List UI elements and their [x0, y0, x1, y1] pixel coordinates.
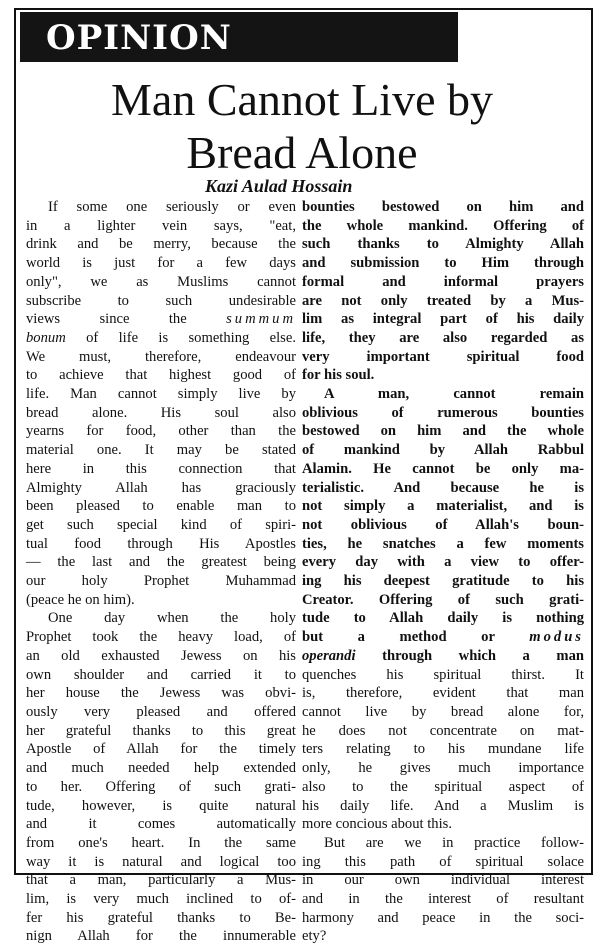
- article-line: for his soul.: [302, 367, 375, 384]
- article-line: operandi through which a man: [302, 647, 584, 664]
- article-line: nign Allah for the innumerable: [26, 928, 296, 945]
- article-line: terialistic. And because he is: [302, 479, 584, 496]
- article-line: Creator. Offering of such grati-: [302, 591, 584, 608]
- headline-line-2: Bread Alone: [186, 127, 418, 178]
- article-line: in our own individual interest: [302, 872, 584, 889]
- article-line: her house the Jewess was obvi-: [26, 685, 296, 702]
- article-line: — the last and the greatest being: [26, 554, 296, 571]
- article-line: tude to Allah daily is nothing: [302, 610, 584, 627]
- article-line: life. Man cannot simply live by: [26, 386, 296, 403]
- article-line: such thanks to Almighty Allah: [302, 236, 584, 253]
- article-line: (peace he on him).: [26, 591, 135, 608]
- article-line: ing his deepest gratitude to his: [302, 573, 584, 590]
- article-line: to achieve that highest good of: [26, 367, 296, 384]
- article-line: in a lighter vein says, "eat,: [26, 217, 296, 234]
- article-line: ously very pleased and offered: [26, 703, 296, 720]
- article-line: lim, is very much inclined to of-: [26, 891, 296, 908]
- article-line: are not only treated by a Mus-: [302, 292, 584, 309]
- article-line: harmony and peace in the soci-: [302, 909, 584, 926]
- article-line: get such special kind of spiri-: [26, 516, 296, 533]
- article-line: to her. Offering of such grati-: [26, 778, 296, 795]
- article-line: more concious about this.: [302, 816, 452, 833]
- article-line: also to the spiritual aspect of: [302, 778, 584, 795]
- article-line: fer his grateful thanks to Be-: [26, 909, 296, 926]
- article-line: We must, therefore, endeavour: [26, 348, 296, 365]
- article-line: world is just for a few days: [26, 255, 296, 272]
- article-line: bread alone. His soul also: [26, 404, 296, 421]
- article-line: bonum of life is something else.: [26, 329, 296, 346]
- article-line: yearns for food, other than the: [26, 423, 296, 440]
- article-line: formal and informal prayers: [302, 273, 584, 290]
- article-line: Prophet took the heavy load, of: [26, 629, 296, 646]
- article-line: bounties bestowed on him and: [302, 199, 584, 215]
- headline-line-1: Man Cannot Live by: [111, 74, 493, 125]
- article-line: from one's heart. In the same: [26, 834, 296, 851]
- article-line: our holy Prophet Muhammad: [26, 573, 296, 590]
- article-line: Almighty Allah has graciously: [26, 479, 296, 496]
- article-line: here in this connection that: [26, 460, 296, 477]
- article-line: life, they are also regarded as: [302, 329, 584, 346]
- article-line: ters relating to his mundane life: [302, 741, 584, 758]
- article-line: only, he gives much importance: [302, 760, 584, 777]
- article-line: Alamin. He cannot be only ma-: [302, 460, 584, 477]
- article-line: quenches his spiritual thirst. It: [302, 666, 584, 683]
- article-line: ties, he snatches a few moments: [302, 535, 584, 552]
- article-line: If some one seriously or even: [48, 199, 296, 215]
- article-line: very important spiritual food: [302, 348, 584, 365]
- article-line: drink and be merry, because the: [26, 236, 296, 253]
- article-line: every day with a view to offer-: [302, 554, 584, 571]
- article-line: that a man, particularly a Mus-: [26, 872, 296, 889]
- article-line: of mankind by Allah Rabbul: [302, 442, 584, 459]
- article-column-left: [26, 198, 296, 946]
- byline: Kazi Aulad Hossain: [205, 176, 353, 196]
- article-line: and much needed help extended: [26, 760, 296, 777]
- article-line: material one. It may be stated: [26, 442, 296, 459]
- article-line: an old exhausted Jewess on his: [26, 647, 296, 664]
- article-line: lim as integral part of his daily: [302, 311, 584, 328]
- article-line: tude, however, is quite natural: [26, 797, 296, 814]
- article-line: not simply a materialist, and is: [302, 498, 584, 515]
- article-line: and in the interest of resultant: [302, 891, 584, 908]
- article-line: is, therefore, evident that man: [302, 685, 584, 702]
- article-line: been pleased to enable man to: [26, 498, 296, 515]
- article-line: bestowed on him and the whole: [302, 423, 584, 440]
- article-line: views since the summum: [26, 311, 296, 328]
- article-line: his daily life. And a Muslim is: [302, 797, 584, 814]
- article-line: own shoulder and carried it to: [26, 666, 296, 683]
- article-line: her grateful thanks to this great: [26, 722, 296, 739]
- article-column-right: [302, 198, 584, 946]
- article-line: tual food through His Apostles: [26, 535, 296, 552]
- article-line: way it is natural and logical too: [26, 853, 296, 870]
- article-line: ing this path of spiritual solace: [302, 853, 584, 870]
- article-line: Apostle of Allah for the timely: [26, 741, 296, 758]
- article-line: cannot live by bread alone for,: [302, 703, 584, 720]
- article-line: only", we as Muslims cannot: [26, 273, 296, 290]
- article-line: and submission to Him through: [302, 255, 584, 272]
- article-line: not oblivious of Allah's boun-: [302, 516, 584, 533]
- section-label: OPINION: [46, 18, 232, 58]
- section-banner: [20, 12, 458, 62]
- article-line: he does not concentrate on mat-: [302, 722, 584, 739]
- article-line: One day when the holy: [48, 610, 296, 627]
- article-line: subscribe to such undesirable: [26, 292, 296, 309]
- article-line: and it comes automatically: [26, 816, 296, 833]
- article-line: ety?: [302, 928, 327, 945]
- article-line: the whole mankind. Offering of: [302, 217, 584, 234]
- article-line: But are we in practice follow-: [324, 834, 584, 851]
- article-line: A man, cannot remain: [324, 386, 584, 403]
- article-line: but a method or modus: [302, 629, 584, 646]
- article-line: oblivious of rumerous bounties: [302, 404, 584, 421]
